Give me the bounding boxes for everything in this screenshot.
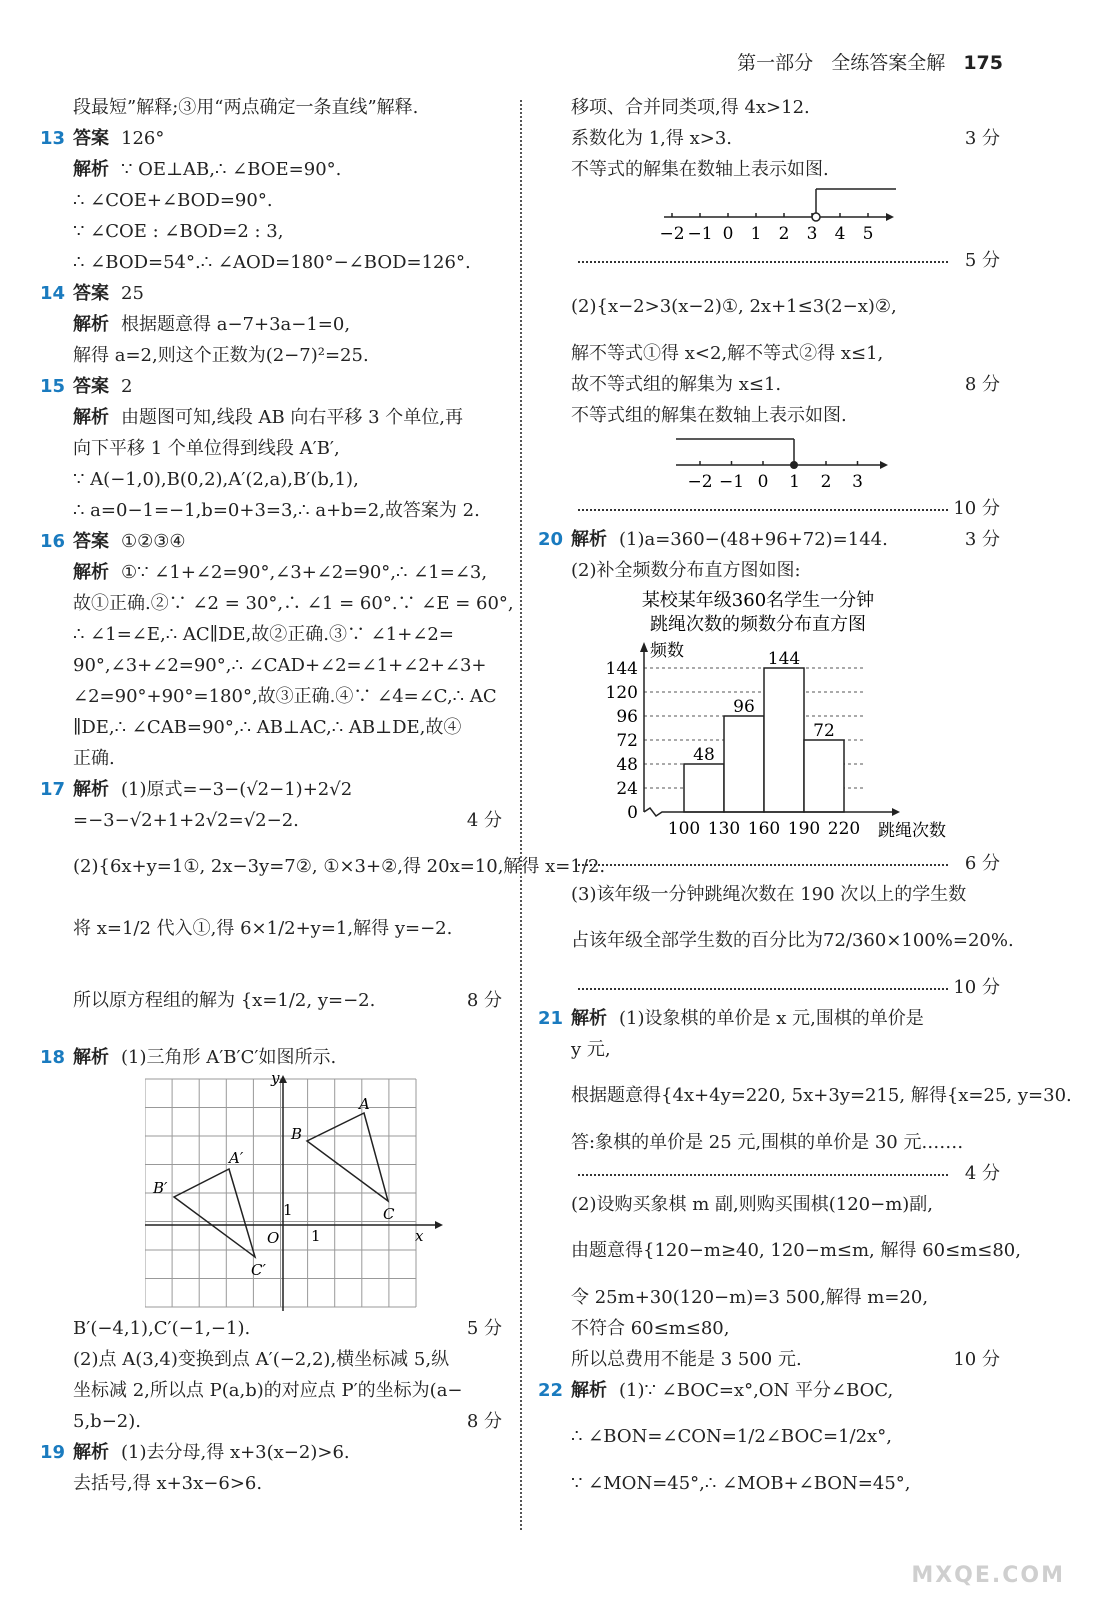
x-tick-label: 100 <box>667 819 701 839</box>
text-line: 解得 a=2,则这个正数为(2−7)²=25. <box>73 345 369 366</box>
origin-label: O <box>267 1229 280 1247</box>
chart-bars <box>684 649 844 812</box>
histogram-figure <box>538 586 1008 848</box>
page-number: 175 <box>963 52 1003 74</box>
chart-title-line-2: 跳绳次数的频数分布直方图 <box>650 614 866 635</box>
score: 3 分 <box>964 128 1000 149</box>
q19-jx: 19 解析 (1)去分母,得 x+3(x−2)>6. <box>40 1442 350 1463</box>
chart-xlabel: 跳绳次数 <box>878 821 946 841</box>
text-line: 向下平移 1 个单位得到线段 A′B′, <box>73 438 340 459</box>
text-line: ∴ ∠BON=∠CON=1/2∠BOC=1/2x°, <box>571 1426 892 1447</box>
text-line: 故①正确.②∵ ∠2 = 30°,∴ ∠1 = 60°.∵ ∠E = 60°, <box>73 593 514 614</box>
score-line <box>538 493 1008 524</box>
tick-label: 1 <box>750 224 762 244</box>
text-line: ∴ ∠BOD=54°.∴ ∠AOD=180°−∠BOD=126°. <box>73 252 471 273</box>
text-line: 段最短”解释;③用“两点确定一条直线”解释. <box>73 97 419 118</box>
q15-answer: 15 答案 2 <box>40 376 133 397</box>
score-line <box>538 848 1008 879</box>
y-tick-label: 0 <box>627 803 638 823</box>
y-tick-label: 24 <box>616 779 638 799</box>
scored-line: 5,b−2). 8 分 <box>40 1406 510 1437</box>
text-line: 不等式的解集在数轴上表示如图. <box>571 159 829 180</box>
text-line: 不等式组的解集在数轴上表示如图. <box>571 405 847 426</box>
bar-value-label: 48 <box>693 745 715 765</box>
tick-label: 4 <box>834 224 846 244</box>
point-a1-label: A′ <box>229 1149 244 1167</box>
score: 10 分 <box>953 498 1000 519</box>
text-line: (2){6x+y=1①, 2x−3y=7②, ①×3+②,得 20x=10,解得 x=1/2. <box>73 856 606 877</box>
bar <box>804 740 844 812</box>
text-line: 坐标减 2,所以点 P(a,b)的对应点 P′的坐标为(a− <box>73 1380 463 1401</box>
score: 4 分 <box>466 810 502 831</box>
bar <box>684 764 724 812</box>
scored-line: 所以原方程组的解为 {x=1/2, y=−2. 8 分 <box>40 960 510 1042</box>
text-line: ∵ ∠MON=45°,∴ ∠MOB+∠BON=45°, <box>571 1473 911 1494</box>
text-line: y 元, <box>571 1039 611 1060</box>
text-line: 将 x=1/2 代入①,得 6×1/2+y=1,解得 y=−2. <box>73 918 453 939</box>
y-axis-label: y <box>271 1075 280 1087</box>
score-line <box>538 245 1008 276</box>
tick-label: −1 <box>687 224 713 244</box>
triangle-a1b1c1 <box>174 1169 255 1257</box>
text-line: 移项、合并同类项,得 4x>12. <box>571 97 810 118</box>
scored-line: 所以总费用不能是 3 500 元. 10 分 <box>538 1344 1008 1375</box>
text-line: ∴ ∠1=∠E,∴ AC∥DE,故②正确.③∵ ∠1+∠2= <box>73 624 454 645</box>
text-line: ∵ A(−1,0),B(0,2),A′(2,a),B′(b,1), <box>73 469 359 490</box>
text-line: ∠2=90°+90°=180°,故③正确.④∵ ∠4=∠C,∴ AC <box>73 686 497 707</box>
text-line: (2)点 A(3,4)变换到点 A′(−2,2),横坐标减 5,纵 <box>73 1349 450 1370</box>
y-tick-label: 120 <box>605 683 638 703</box>
tick-label: 5 <box>862 224 874 244</box>
text-line: (2)补全频数分布直方图如图: <box>571 560 801 581</box>
coordinate-grid <box>145 1075 445 1311</box>
bar-value-label: 144 <box>767 649 801 669</box>
q18-jx: 18 解析 (1)三角形 A′B′C′如图所示. <box>40 1047 337 1068</box>
scored-line: 系数化为 1,得 x>3. 3 分 <box>538 123 1008 154</box>
bar <box>724 716 764 812</box>
text-line: 令 25m+30(120−m)=3 500,解得 m=20, <box>571 1287 929 1308</box>
x-axis-arrow <box>435 1221 443 1229</box>
axis-arrow <box>880 461 888 469</box>
bar-value-label: 72 <box>813 721 835 741</box>
q21-jx: 21 解析 (1)设象棋的单价是 x 元,围棋的单价是 <box>538 1008 924 1029</box>
point-c-label: C <box>383 1205 395 1223</box>
y-tick-label: 48 <box>616 755 638 775</box>
tick-label: −2 <box>659 224 685 244</box>
x-axis-label: x <box>415 1227 424 1245</box>
number-line-1 <box>538 185 1008 245</box>
y-unit-label: 1 <box>283 1201 293 1219</box>
x-axis-arrow <box>892 808 900 816</box>
text-line: 由题意得{120−m≥40, 120−m≤m, 解得 60≤m≤80, <box>571 1240 1021 1261</box>
tick-label: 1 <box>789 472 800 492</box>
number-line-2 <box>538 431 1008 493</box>
text-line: ∵ ∠COE : ∠BOD=2 : 3, <box>73 221 284 242</box>
y-tick-label: 96 <box>616 707 638 727</box>
tick-label: 3 <box>806 224 818 244</box>
score: 3 分 <box>964 529 1000 550</box>
header-title: 全练答案全解 <box>831 52 946 74</box>
score-line <box>538 1158 1008 1189</box>
q16-answer: 16 答案 ①②③④ <box>40 531 186 552</box>
x-unit-label: 1 <box>311 1227 321 1245</box>
text-line: 答:象棋的单价是 25 元,围棋的单价是 30 元.…… <box>571 1132 964 1153</box>
score: 10 分 <box>953 977 1000 998</box>
q20-jx: 20 解析 (1)a=360−(48+96+72)=144. 3 分 <box>538 524 1008 555</box>
text-line: 解不等式①得 x<2,解不等式②得 x≤1, <box>571 343 884 364</box>
score: 4 分 <box>964 1163 1000 1184</box>
number-line-1-svg <box>658 185 918 245</box>
coordinate-grid-figure <box>40 1073 510 1313</box>
point-a-label: A <box>359 1095 370 1113</box>
bar <box>764 668 804 812</box>
bar-value-label: 96 <box>733 697 755 717</box>
q13-jx: 解析 ∵ OE⊥AB,∴ ∠BOE=90°. <box>73 159 342 180</box>
page-header <box>737 48 1003 75</box>
x-tick-label: 160 <box>747 819 781 839</box>
q13-answer: 13 答案 126° <box>40 128 165 149</box>
tick-label: 0 <box>757 472 769 492</box>
chart-title-line-1: 某校某年级360名学生一分钟 <box>641 590 875 611</box>
scored-line: 故不等式组的解集为 x≤1. 8 分 <box>538 369 1008 400</box>
text-line: (2)设购买象棋 m 副,则购买围棋(120−m)副, <box>571 1194 934 1215</box>
score: 10 分 <box>953 1349 1000 1370</box>
tick-label: 2 <box>778 224 790 244</box>
watermark-logo: MXQE.COM <box>911 1563 1065 1588</box>
text-line: 不符合 60≤m≤80, <box>571 1318 730 1339</box>
text-line: ∴ a=0−1=−1,b=0+3=3,∴ a+b=2,故答案为 2. <box>73 500 480 521</box>
tick-label: −1 <box>718 472 745 492</box>
tick-label: 2 <box>820 472 832 492</box>
q17-jx: 17 解析 (1)原式=−3−(√2−1)+2√2 <box>40 779 353 800</box>
text-line: (3)该年级一分钟跳绳次数在 190 次以上的学生数 <box>571 884 967 905</box>
text-line: 占该年级全部学生数的百分比为72/360×100%=20%. <box>571 930 1014 951</box>
x-tick-label: 190 <box>787 819 821 839</box>
open-circle <box>812 213 820 221</box>
text-line: 去括号,得 x+3x−6>6. <box>73 1473 263 1494</box>
tick-label: 3 <box>852 472 863 492</box>
y-axis-arrow <box>640 642 648 652</box>
score: 8 分 <box>964 374 1000 395</box>
text-line: (2){x−2>3(x−2)①, 2x+1≤3(2−x)②, <box>571 296 897 317</box>
tick-label: −2 <box>687 472 713 492</box>
score: 6 分 <box>964 853 1000 874</box>
score: 8 分 <box>466 990 502 1011</box>
text-line: 正确. <box>73 748 115 769</box>
text-line: 90°,∠3+∠2=90°,∴ ∠CAD+∠2=∠1+∠2+∠3+ <box>73 655 487 676</box>
number-line-2-svg <box>670 435 910 497</box>
column-divider <box>520 100 522 1530</box>
point-b-label: B <box>291 1125 303 1143</box>
q16-jx: 解析 ①∵ ∠1+∠2=90°,∠3+∠2=90°,∴ ∠1=∠3, <box>73 562 488 583</box>
q15-jx: 解析 由题图可知,线段 AB 向右平移 3 个单位,再 <box>73 407 464 428</box>
triangle-abc <box>307 1113 388 1201</box>
grid-lines <box>145 1079 416 1307</box>
scored-line: =−3−√2+1+2√2=√2−2. 4 分 <box>40 805 510 836</box>
text-line: 根据题意得{4x+4y=220, 5x+3y=215, 解得{x=25, y=30. <box>571 1085 1072 1106</box>
q22-jx: 22 解析 (1)∵ ∠BOC=x°,ON 平分∠BOC, <box>538 1380 894 1401</box>
x-tick-label: 220 <box>827 819 861 839</box>
score: 5 分 <box>466 1318 502 1339</box>
tick-label: 0 <box>722 224 734 244</box>
q14-answer: 14 答案 25 <box>40 283 144 304</box>
x-tick-label: 130 <box>707 819 741 839</box>
text-line: ∥DE,∴ ∠CAB=90°,∴ AB⊥AC,∴ AB⊥DE,故④ <box>73 717 462 738</box>
score: 8 分 <box>466 1411 502 1432</box>
score: 5 分 <box>964 250 1000 271</box>
text-line: ∴ ∠COE+∠BOD=90°. <box>73 190 273 211</box>
point-c1-label: C′ <box>251 1261 266 1279</box>
scored-line: B′(−4,1),C′(−1,−1). 5 分 <box>40 1313 510 1344</box>
q14-jx: 解析 根据题意得 a−7+3a−1=0, <box>73 314 351 335</box>
right-column <box>538 92 1072 1499</box>
histogram <box>578 586 1008 848</box>
axis-arrow <box>886 213 894 221</box>
y-tick-label: 144 <box>605 659 638 679</box>
score-line <box>538 972 1008 1003</box>
point-b1-label: B′ <box>153 1179 168 1197</box>
header-section: 第一部分 <box>737 52 814 74</box>
chart-ylabel: 频数 <box>650 641 684 661</box>
y-tick-label: 72 <box>616 731 638 751</box>
